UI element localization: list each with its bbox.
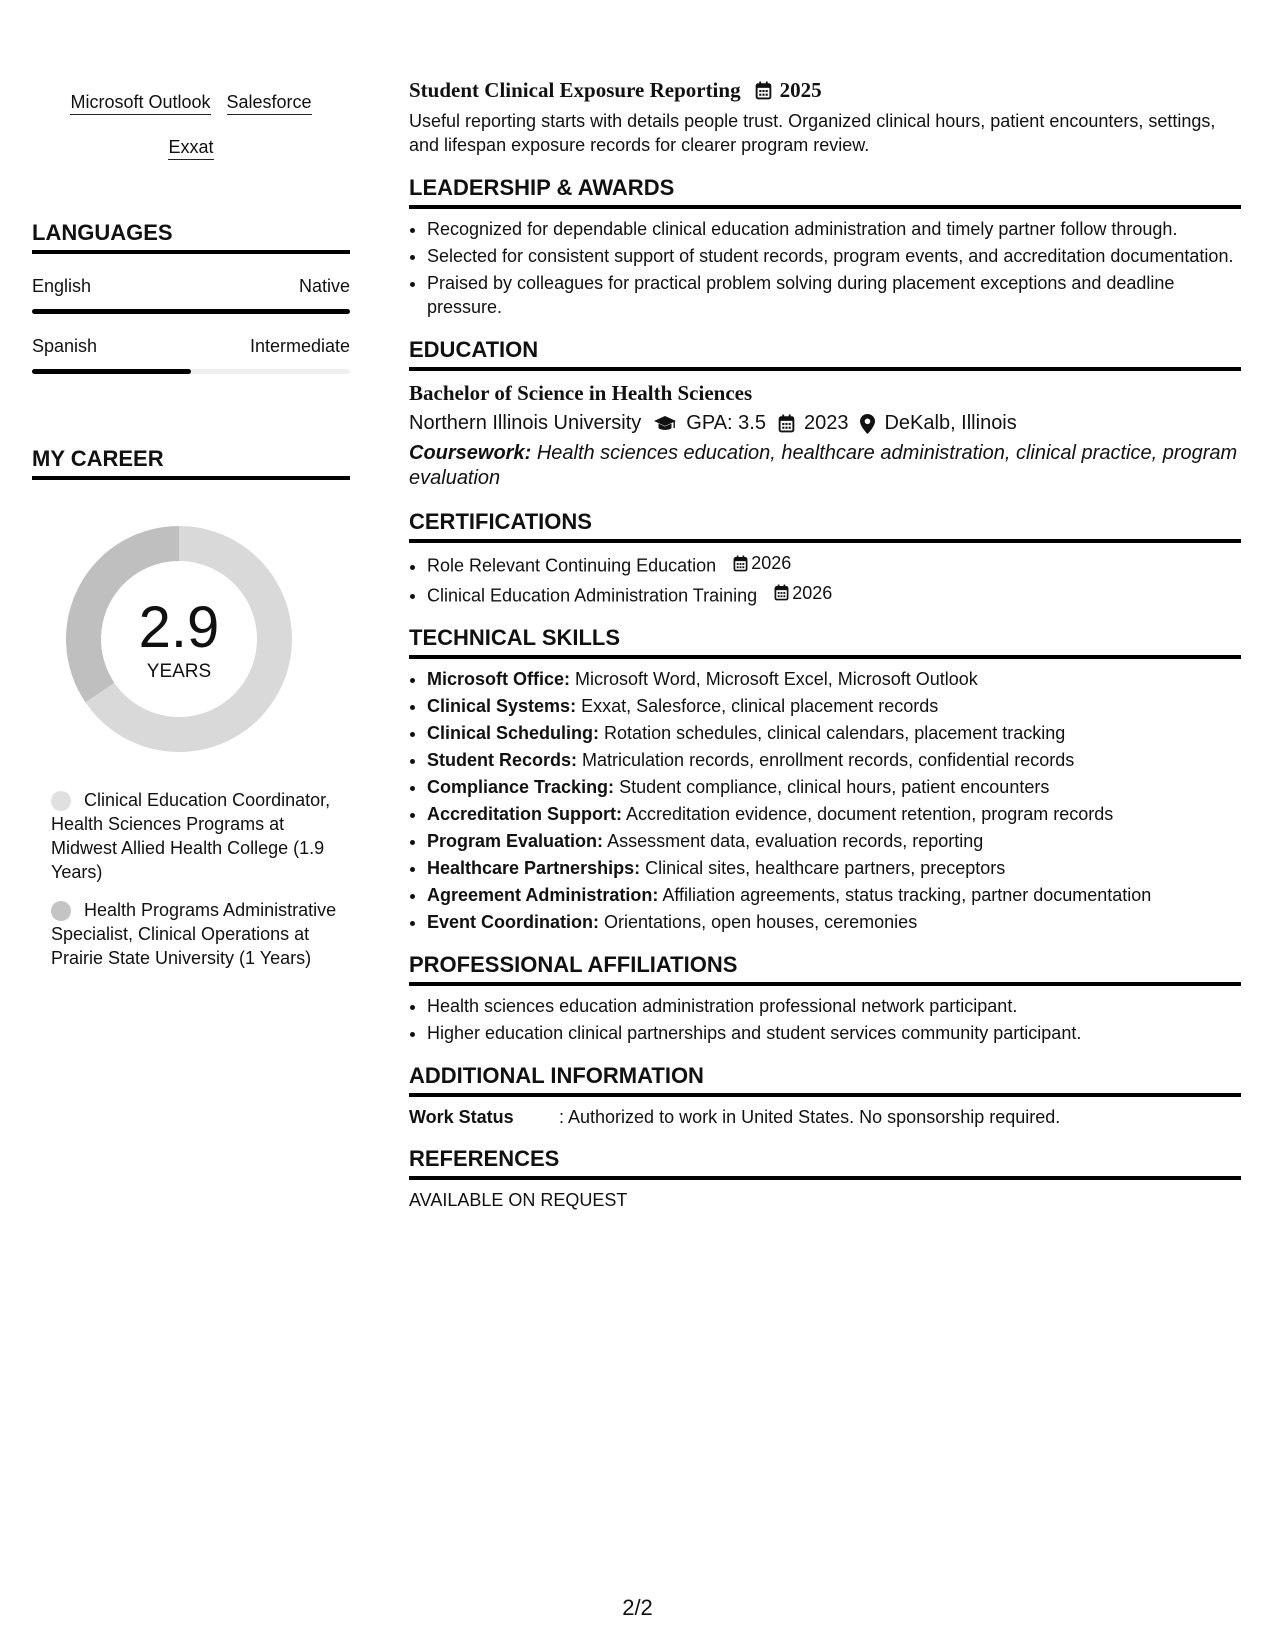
language-level: Intermediate	[249, 336, 350, 356]
career-item-text: Clinical Education Coordinator, Health Sciences Programs at Midwest Allied Health College (1.9 Years)	[51, 790, 331, 882]
list-item: • Praised by colleagues for practical problem solving during placement exceptions and deadline pressure.	[427, 271, 1241, 319]
career-donut-chart	[64, 524, 294, 754]
language-bar-fill	[32, 369, 191, 374]
education-coursework	[409, 441, 1241, 491]
technical-skills-list	[409, 667, 1241, 934]
list-item	[427, 883, 1241, 907]
list-item	[427, 721, 1241, 745]
sidebar	[32, 80, 350, 984]
language-name: English	[32, 276, 92, 296]
list-item: • Higher education clinical partnerships and student services community participant.	[427, 1021, 1241, 1045]
additional-info-heading: ADDITIONAL INFORMATION	[409, 1063, 1241, 1097]
project-section	[409, 78, 1241, 157]
leadership-heading: LEADERSHIP & AWARDS	[409, 175, 1241, 209]
list-item	[427, 856, 1241, 880]
skill-label: Clinical Systems:	[427, 696, 577, 716]
list-item	[427, 910, 1241, 934]
list-item	[427, 667, 1241, 691]
skill-tag: Microsoft Outlook	[70, 91, 210, 115]
list-item: • Recognized for dependable clinical education administration and timely partner follow through.	[427, 217, 1241, 241]
calendar-icon	[755, 81, 772, 100]
language-level: Native	[298, 276, 350, 296]
project-title-row	[409, 78, 1241, 103]
certification-name: Clinical Education Administration Training	[427, 585, 758, 605]
references-heading: REFERENCES	[409, 1146, 1241, 1180]
skill-label: Healthcare Partnerships:	[427, 858, 641, 878]
leadership-list	[409, 217, 1241, 319]
work-status-row	[409, 1107, 1241, 1128]
calendar-icon	[774, 584, 789, 601]
calendar-icon	[733, 555, 748, 572]
career-section	[32, 446, 350, 970]
project-title: Student Clinical Exposure Reporting	[409, 78, 741, 102]
affiliations-heading: PROFESSIONAL AFFILIATIONS	[409, 952, 1241, 986]
skill-label: Student Records:	[427, 750, 578, 770]
languages-heading: LANGUAGES	[32, 220, 350, 254]
education-school: Northern Illinois University	[409, 412, 642, 434]
certifications-heading: CERTIFICATIONS	[409, 509, 1241, 543]
career-legend	[32, 788, 350, 970]
skill-value: Student compliance, clinical hours, patient encounters	[619, 777, 1050, 797]
education-meta	[409, 412, 1241, 435]
skill-value: Affiliation agreements, status tracking, partner documentation	[662, 885, 1152, 905]
skill-label: Clinical Scheduling:	[427, 723, 600, 743]
education-location: DeKalb, Illinois	[884, 412, 1017, 434]
languages-section	[32, 220, 350, 374]
main-content	[409, 78, 1241, 1211]
career-heading: MY CAREER	[32, 446, 350, 480]
affiliations-list	[409, 994, 1241, 1045]
skill-value: Accreditation evidence, document retention, program records	[626, 804, 1114, 824]
skill-label: Agreement Administration:	[427, 885, 659, 905]
language-name: Spanish	[32, 336, 98, 356]
education-gpa: GPA: 3.5	[686, 412, 766, 434]
skill-tag: Salesforce	[227, 91, 312, 115]
coursework-label: Coursework:	[409, 442, 532, 464]
certifications-list	[409, 551, 1241, 607]
list-item	[427, 551, 1241, 578]
skill-value: Exxat, Salesforce, clinical placement records	[581, 696, 939, 716]
work-status-label: Work Status	[409, 1107, 514, 1127]
list-item: • Health sciences education administration professional network participant.	[427, 994, 1241, 1018]
career-item	[51, 898, 350, 970]
project-year: 2025	[779, 78, 822, 102]
list-item	[427, 775, 1241, 799]
legend-dot	[51, 901, 71, 921]
skill-label: Event Coordination:	[427, 912, 599, 932]
skill-value: Clinical sites, healthcare partners, preceptors	[645, 858, 1006, 878]
skill-value: Microsoft Word, Microsoft Excel, Microsoft Outlook	[575, 669, 978, 689]
career-total-years: 2.9	[138, 595, 220, 660]
skill-tags	[32, 80, 350, 170]
list-item	[427, 829, 1241, 853]
skill-label: Program Evaluation:	[427, 831, 604, 851]
certification-year: 2026	[792, 582, 833, 603]
page-number: 2/2	[622, 1595, 653, 1620]
career-item	[51, 788, 350, 884]
list-item	[427, 694, 1241, 718]
technical-skills-heading: TECHNICAL SKILLS	[409, 625, 1241, 659]
language-bar	[32, 309, 350, 314]
skill-value: Orientations, open houses, ceremonies	[604, 912, 918, 932]
skill-label: Microsoft Office:	[427, 669, 571, 689]
education-heading: EDUCATION	[409, 337, 1241, 371]
work-status-value: : Authorized to work in United States. No sponsorship required.	[559, 1107, 1061, 1127]
coursework-text: Health sciences education, healthcare administration, clinical practice, program evaluation	[409, 442, 1238, 489]
legend-dot	[51, 791, 71, 811]
project-description: Useful reporting starts with details people trust. Organized clinical hours, patient encounters, settings, and lifespan exposure records for clearer program review.	[409, 111, 1216, 155]
skill-value: Assessment data, evaluation records, reporting	[607, 831, 984, 851]
skill-label: Accreditation Support:	[427, 804, 623, 824]
skill-value: Matriculation records, enrollment records, confidential records	[582, 750, 1075, 770]
language-bar-fill	[32, 309, 350, 314]
list-item	[427, 748, 1241, 772]
language-bar	[32, 369, 350, 374]
education-year: 2023	[803, 412, 849, 434]
graduation-cap-icon	[653, 415, 677, 433]
calendar-icon	[778, 414, 795, 433]
list-item: • Selected for consistent support of student records, program events, and accreditation documentation.	[427, 244, 1241, 268]
list-item	[427, 802, 1241, 826]
education-degree: Bachelor of Science in Health Sciences	[409, 381, 753, 405]
language-item	[32, 276, 350, 314]
list-item	[427, 581, 1241, 608]
language-item	[32, 336, 350, 374]
skill-label: Compliance Tracking:	[427, 777, 615, 797]
skill-tag: Exxat	[168, 136, 213, 160]
career-total-unit: YEARS	[146, 661, 212, 682]
certification-year: 2026	[751, 553, 792, 573]
skill-value: Rotation schedules, clinical calendars, placement tracking	[604, 723, 1066, 743]
certification-name: Role Relevant Continuing Education	[427, 555, 717, 576]
location-pin-icon	[860, 414, 875, 434]
references-text: AVAILABLE ON REQUEST	[409, 1190, 628, 1210]
career-item-text: Health Programs Administrative Specialist, Clinical Operations at Prairie State University (1 Years)	[51, 900, 337, 968]
